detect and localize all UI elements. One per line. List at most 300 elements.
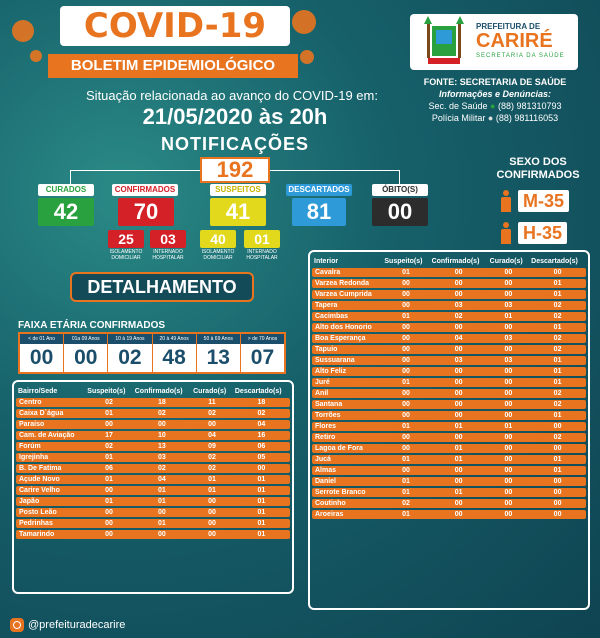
instagram-handle[interactable]	[10, 618, 125, 632]
row-name: Tapera	[312, 301, 382, 310]
row-value: 00	[430, 323, 488, 332]
row-value: 00	[430, 367, 488, 376]
row-value: 00	[382, 290, 429, 299]
row-value: 00	[488, 323, 530, 332]
row-name: Torrões	[312, 411, 382, 420]
row-value: 01	[382, 268, 429, 277]
row-value: 02	[430, 312, 488, 321]
fonte-line3: Sec. de Saúde	[428, 101, 488, 111]
row-value: 00	[430, 411, 488, 420]
row-name: Tapuio	[312, 345, 382, 354]
row-value: 00	[488, 290, 530, 299]
row-name: Paraíso	[16, 420, 85, 429]
row-value: 00	[430, 290, 488, 299]
row-value: 02	[133, 409, 191, 418]
row-name: Açude Novo	[16, 475, 85, 484]
row-value: 11	[191, 398, 233, 407]
row-value: 01	[430, 422, 488, 431]
row-value: 00	[382, 444, 429, 453]
row-value: 01	[382, 378, 429, 387]
connector-line	[270, 170, 400, 184]
row-value: 00	[430, 378, 488, 387]
instagram-text: @prefeituradecarire	[28, 619, 126, 631]
sexo-h-row	[498, 222, 567, 244]
table-row	[312, 433, 586, 442]
row-name: Santana	[312, 400, 382, 409]
faixa-label: 10 à 19 Anos	[108, 334, 151, 344]
row-value: 01	[85, 497, 132, 506]
row-value: 03	[488, 301, 530, 310]
row-name: Jucá	[312, 455, 382, 464]
row-value: 02	[191, 409, 233, 418]
row-value: 01	[233, 486, 290, 495]
row-value: 00	[529, 499, 586, 508]
row-value: 00	[488, 268, 530, 277]
suspeitos-label: SUSPEITOS	[210, 184, 266, 196]
table-row	[16, 497, 290, 506]
faixa-cell	[197, 334, 241, 372]
conf-intern-label: INTERNADO HOSPITALAR	[152, 249, 184, 261]
row-value: 02	[382, 499, 429, 508]
table-row	[312, 510, 586, 519]
row-name: Pedrinhas	[16, 519, 85, 528]
phone-icon: ●	[487, 113, 494, 123]
whatsapp-icon: ●	[490, 101, 496, 111]
fonte-phone2: (88) 981116053	[495, 113, 559, 123]
row-value: 00	[430, 499, 488, 508]
row-value: 00	[382, 345, 429, 354]
descartados-value: 81	[292, 198, 346, 226]
row-value: 00	[529, 422, 586, 431]
row-value: 01	[529, 455, 586, 464]
row-value: 00	[133, 508, 191, 517]
row-name: Centro	[16, 398, 85, 407]
row-value: 00	[529, 488, 586, 497]
row-value: 01	[382, 312, 429, 321]
notificacoes-title: NOTIFICAÇÕES	[160, 134, 309, 154]
row-name: Aroeiras	[312, 510, 382, 519]
row-value: 00	[233, 464, 290, 473]
report-date: 21/05/2020 às 20h	[142, 104, 328, 129]
detalhamento-heading: DETALHAMENTO	[70, 272, 254, 302]
sexo-title-line1: SEXO DOS	[509, 156, 567, 168]
row-value: 01	[233, 508, 290, 517]
row-value: 01	[233, 530, 290, 539]
row-name: Japão	[16, 497, 85, 506]
virus-icon	[292, 10, 316, 34]
table-row	[312, 389, 586, 398]
virus-icon	[12, 20, 34, 42]
row-value: 13	[133, 442, 191, 451]
row-value: 00	[85, 519, 132, 528]
row-value: 00	[488, 433, 530, 442]
conf-intern-value: 03	[150, 230, 186, 248]
row-value: 00	[430, 389, 488, 398]
row-value: 00	[133, 530, 191, 539]
faixa-cell	[241, 334, 284, 372]
curados-value: 42	[38, 198, 94, 226]
table-row	[312, 444, 586, 453]
curados-label: CURADOS	[38, 184, 94, 196]
fonte-line4: Polícia Militar	[431, 113, 486, 123]
table-row	[312, 422, 586, 431]
row-value: 01	[529, 323, 586, 332]
row-value: 00	[488, 510, 530, 519]
sede-header: Bairro/Sede	[18, 387, 58, 395]
interior-header: Descartado(s)	[531, 257, 578, 265]
crest-icon	[414, 14, 474, 70]
row-value: 03	[133, 453, 191, 462]
obitos-value: 00	[372, 198, 428, 226]
susp-isol-value: 40	[200, 230, 236, 248]
row-value: 01	[233, 519, 290, 528]
table-row	[312, 312, 586, 321]
row-value: 00	[529, 510, 586, 519]
row-value: 01	[133, 497, 191, 506]
row-value: 00	[488, 389, 530, 398]
row-value: 18	[133, 398, 191, 407]
row-value: 02	[233, 409, 290, 418]
connector-line	[70, 170, 200, 184]
faixa-label: > de 70 Anos	[241, 334, 284, 344]
row-value: 01	[85, 453, 132, 462]
faixa-cell	[20, 334, 64, 372]
sede-header: Curado(s)	[193, 387, 227, 395]
row-name: Juré	[312, 378, 382, 387]
row-value: 02	[529, 334, 586, 343]
row-value: 00	[382, 356, 429, 365]
row-value: 00	[191, 420, 233, 429]
interior-header: Confirmado(s)	[431, 257, 480, 265]
conf-isol-value: 25	[108, 230, 144, 248]
row-value: 00	[85, 508, 132, 517]
sexo-m-row	[498, 190, 569, 212]
female-icon	[498, 190, 514, 212]
row-name: Alto Feliz	[312, 367, 382, 376]
row-name: Varzea Cumprida	[312, 290, 382, 299]
virus-icon	[30, 50, 42, 62]
virus-icon	[300, 50, 314, 64]
row-name: Daniel	[312, 477, 382, 486]
row-value: 00	[488, 477, 530, 486]
row-value: 06	[233, 442, 290, 451]
row-value: 00	[430, 466, 488, 475]
row-value: 09	[191, 442, 233, 451]
row-value: 00	[382, 411, 429, 420]
fonte-line1: FONTE: SECRETARIA DE SAÚDE	[423, 77, 567, 87]
row-value: 03	[430, 301, 488, 310]
table-row	[16, 453, 290, 462]
table-row	[312, 279, 586, 288]
table-row	[312, 323, 586, 332]
row-value: 00	[488, 466, 530, 475]
row-value: 00	[85, 486, 132, 495]
table-row	[312, 334, 586, 343]
sexo-title-line2: CONFIRMADOS	[496, 169, 580, 181]
row-value: 00	[529, 477, 586, 486]
row-value: 00	[529, 268, 586, 277]
row-value: 00	[430, 433, 488, 442]
row-value: 00	[191, 497, 233, 506]
row-value: 01	[382, 422, 429, 431]
row-value: 03	[488, 356, 530, 365]
row-value: 01	[529, 279, 586, 288]
row-value: 01	[529, 378, 586, 387]
row-value: 00	[191, 519, 233, 528]
table-row	[16, 464, 290, 473]
row-value: 00	[382, 334, 429, 343]
row-value: 01	[382, 477, 429, 486]
male-icon	[498, 222, 514, 244]
row-value: 02	[191, 464, 233, 473]
row-value: 01	[529, 466, 586, 475]
faixa-cell	[153, 334, 197, 372]
row-name: Serrote Branco	[312, 488, 382, 497]
row-value: 00	[529, 444, 586, 453]
row-value: 04	[430, 334, 488, 343]
suspeitos-value: 41	[210, 198, 266, 226]
table-row	[16, 508, 290, 517]
row-value: 01	[430, 488, 488, 497]
row-name: Cavalra	[312, 268, 382, 277]
table-row	[312, 477, 586, 486]
sede-table	[16, 384, 290, 541]
row-value: 00	[430, 268, 488, 277]
table-row	[312, 356, 586, 365]
row-value: 17	[85, 431, 132, 440]
row-value: 00	[85, 530, 132, 539]
row-value: 01	[529, 411, 586, 420]
sede-header: Descartado(s)	[234, 387, 282, 395]
fonte-info	[405, 76, 585, 124]
row-value: 01	[133, 519, 191, 528]
row-name: Varzea Redonda	[312, 279, 382, 288]
fonte-line2: Informações e Denúncias:	[438, 89, 552, 99]
table-row	[312, 455, 586, 464]
faixa-cell	[108, 334, 152, 372]
table-row	[16, 530, 290, 539]
row-name: Alto dos Honorio	[312, 323, 382, 332]
row-value: 01	[529, 367, 586, 376]
row-value: 00	[430, 477, 488, 486]
row-name: Flores	[312, 422, 382, 431]
conf-isol-label: ISOLAMENTO DOMICILIAR	[109, 249, 143, 261]
row-value: 02	[529, 312, 586, 321]
faixa-value: 00	[29, 346, 54, 369]
row-value: 02	[85, 398, 132, 407]
logo-line3: SECRETARIA DA SAÚDE	[476, 53, 565, 59]
row-value: 00	[430, 345, 488, 354]
row-value: 00	[382, 323, 429, 332]
instagram-icon	[10, 618, 24, 632]
row-value: 04	[233, 420, 290, 429]
logo-line1: PREFEITURA DE	[476, 22, 541, 31]
row-value: 00	[488, 499, 530, 508]
interior-header: Interior	[314, 257, 339, 265]
row-value: 10	[133, 431, 191, 440]
sexo-h-value: H-35	[518, 222, 567, 244]
table-row	[16, 519, 290, 528]
interior-header-row	[312, 256, 586, 266]
row-value: 00	[488, 279, 530, 288]
row-value: 00	[488, 367, 530, 376]
row-value: 02	[529, 400, 586, 409]
fonte-phone1: (88) 981310793	[497, 101, 562, 111]
table-row	[312, 290, 586, 299]
row-value: 01	[430, 455, 488, 464]
total-notificacoes: 192	[200, 157, 270, 183]
row-value: 01	[133, 486, 191, 495]
table-row	[16, 442, 290, 451]
row-value: 01	[233, 497, 290, 506]
covid-title: COVID-19	[60, 6, 290, 46]
row-name: Coutinho	[312, 499, 382, 508]
table-row	[16, 398, 290, 407]
interior-header: Curado(s)	[489, 257, 523, 265]
row-value: 06	[85, 464, 132, 473]
susp-intern-label: INTERNADO HOSPITALAR	[246, 249, 278, 261]
faixa-label: < de 01 Ano	[20, 334, 63, 344]
sexo-m-value: M-35	[518, 190, 569, 212]
row-name: Boa Esperança	[312, 334, 382, 343]
row-value: 03	[430, 356, 488, 365]
row-value: 03	[488, 334, 530, 343]
row-value: 00	[430, 400, 488, 409]
sexo-title	[488, 156, 588, 182]
row-value: 00	[488, 378, 530, 387]
row-value: 00	[488, 488, 530, 497]
row-value: 01	[85, 475, 132, 484]
row-value: 02	[529, 345, 586, 354]
sede-header: Suspeito(s)	[87, 387, 126, 395]
table-row	[312, 301, 586, 310]
table-row	[312, 378, 586, 387]
faixa-etaria	[18, 332, 286, 374]
sede-header-row	[16, 386, 290, 396]
row-name: Cacimbas	[312, 312, 382, 321]
row-value: 00	[382, 367, 429, 376]
row-name: Lagoa de Fora	[312, 444, 382, 453]
row-value: 01	[488, 422, 530, 431]
row-name: Tamarindo	[16, 530, 85, 539]
row-name: B. De Fatima	[16, 464, 85, 473]
sede-header: Confirmado(s)	[134, 387, 183, 395]
row-value: 01	[85, 409, 132, 418]
susp-isol-label: ISOLAMENTO DOMICILIAR	[201, 249, 235, 261]
row-value: 00	[85, 420, 132, 429]
situacao-text: Situação relacionada ao avanço do COVID-19 em:	[86, 88, 378, 103]
row-name: Anil	[312, 389, 382, 398]
row-value: 01	[529, 290, 586, 299]
table-row	[16, 475, 290, 484]
row-value: 00	[488, 455, 530, 464]
table-row	[312, 268, 586, 277]
row-name: Posto Leão	[16, 508, 85, 517]
row-value: 16	[233, 431, 290, 440]
table-row	[16, 409, 290, 418]
row-value: 02	[529, 301, 586, 310]
row-value: 00	[191, 530, 233, 539]
table-row	[312, 367, 586, 376]
row-value: 00	[133, 420, 191, 429]
row-value: 04	[133, 475, 191, 484]
table-row	[312, 499, 586, 508]
row-value: 02	[133, 464, 191, 473]
row-name: Forúm	[16, 442, 85, 451]
row-value: 01	[382, 488, 429, 497]
descartados-label: DESCARTADOS	[286, 184, 352, 196]
row-name: Retiro	[312, 433, 382, 442]
row-value: 00	[382, 389, 429, 398]
row-value: 00	[488, 345, 530, 354]
row-value: 00	[382, 466, 429, 475]
faixa-title: FAIXA ETÁRIA CONFIRMADOS	[18, 320, 166, 331]
table-row	[312, 466, 586, 475]
faixa-label: 20 à 49 Anos	[153, 334, 196, 344]
row-value: 01	[233, 475, 290, 484]
susp-intern-value: 01	[244, 230, 280, 248]
row-value: 02	[529, 389, 586, 398]
table-row	[16, 486, 290, 495]
row-value: 01	[191, 475, 233, 484]
confirmados-value: 70	[118, 198, 174, 226]
row-value: 00	[488, 411, 530, 420]
faixa-value: 13	[206, 346, 230, 369]
row-value: 02	[529, 433, 586, 442]
row-name: Caixa D`água	[16, 409, 85, 418]
row-value: 00	[430, 279, 488, 288]
table-row	[16, 420, 290, 429]
row-value: 00	[430, 510, 488, 519]
row-value: 00	[488, 444, 530, 453]
logo-line2: CARIRÉ	[476, 30, 553, 52]
row-value: 01	[382, 510, 429, 519]
row-value: 01	[382, 455, 429, 464]
interior-header: Suspeito(s)	[384, 257, 423, 265]
faixa-value: 48	[162, 346, 186, 369]
table-row	[16, 431, 290, 440]
row-value: 01	[529, 356, 586, 365]
confirmados-label: CONFIRMADOS	[112, 184, 178, 196]
row-name: Cam. de Aviação	[16, 431, 85, 440]
row-value: 00	[382, 433, 429, 442]
row-value: 00	[191, 508, 233, 517]
table-row	[312, 488, 586, 497]
row-value: 01	[488, 312, 530, 321]
faixa-label: 01a 09 Anos	[64, 334, 107, 344]
interior-table	[312, 254, 586, 521]
row-value: 05	[233, 453, 290, 462]
row-value: 01	[191, 486, 233, 495]
row-value: 02	[85, 442, 132, 451]
row-name: Sussuarana	[312, 356, 382, 365]
row-name: Igrejinha	[16, 453, 85, 462]
table-row	[312, 411, 586, 420]
row-value: 00	[382, 279, 429, 288]
faixa-value: 07	[250, 346, 275, 369]
row-value: 04	[191, 431, 233, 440]
row-value: 18	[233, 398, 290, 407]
row-value: 00	[488, 400, 530, 409]
faixa-cell	[64, 334, 108, 372]
table-row	[312, 400, 586, 409]
faixa-value: 02	[118, 346, 142, 369]
row-value: 00	[382, 400, 429, 409]
faixa-value: 00	[74, 346, 98, 369]
obitos-label: ÓBITO(S)	[372, 184, 428, 196]
faixa-label: 50 à 69 Anos	[197, 334, 240, 344]
row-value: 01	[430, 444, 488, 453]
